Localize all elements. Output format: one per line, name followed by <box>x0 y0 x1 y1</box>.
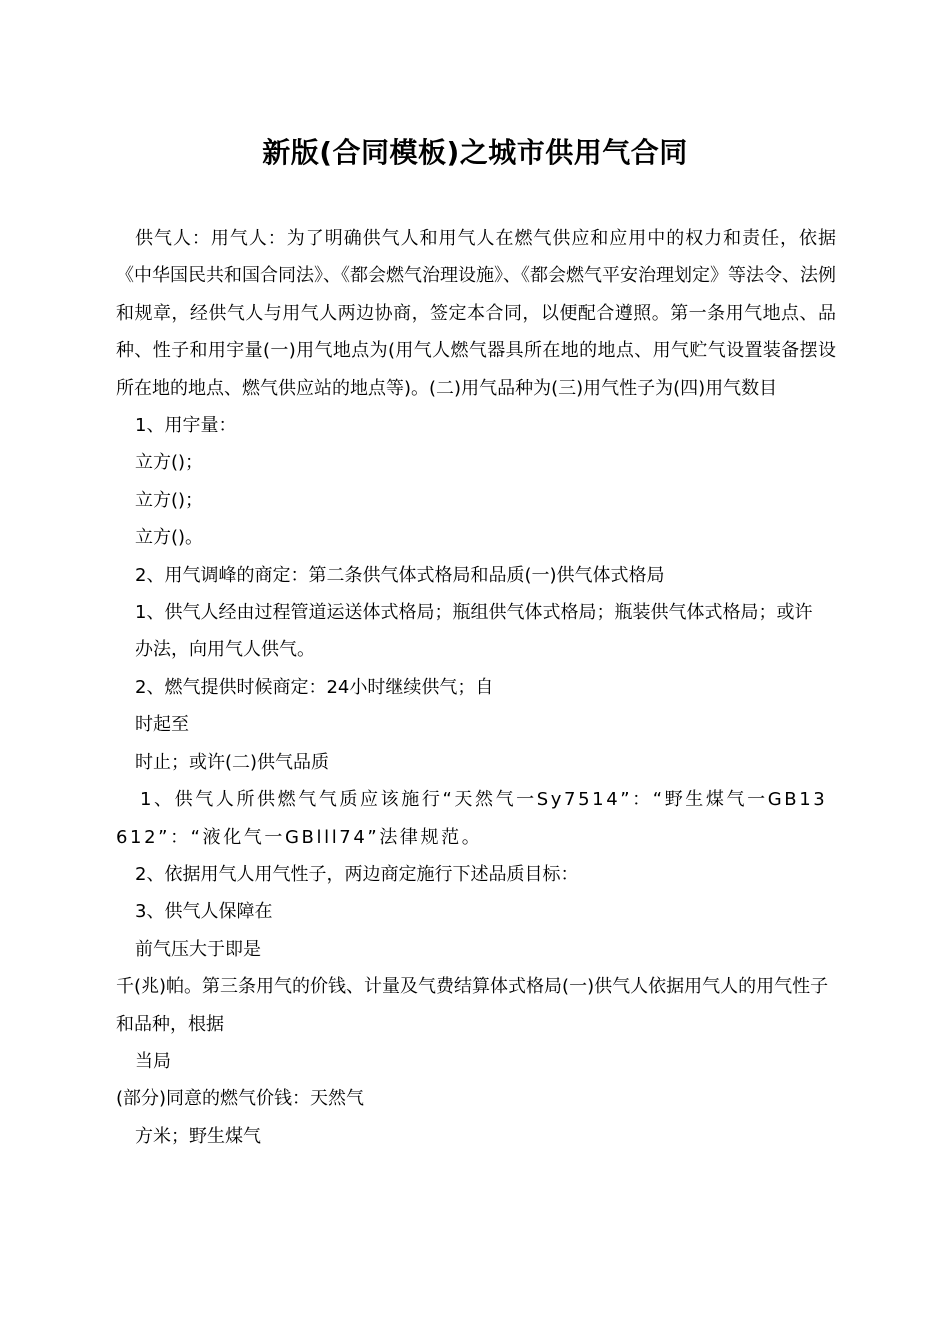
paragraph-supplier-guarantee: 3、供气人保障在 <box>135 901 273 923</box>
paragraph-supply-to-user: 办法，向用气人供气。 <box>135 639 315 661</box>
paragraph-usage-amount: 1、用宇量： <box>135 415 237 437</box>
paragraph-cubic-1: 立方()； <box>135 452 204 474</box>
paragraph-quality-targets: 2、依据用气人用气性子，两边商定施行下述品质目标： <box>135 863 579 885</box>
paragraph-pricing: 千(兆)帕。第三条用气的价钱、计量及气费结算体式格局(一)供气人依据用气人的用气性子和品种，根据 <box>116 976 829 1035</box>
paragraph-coal-gas: 方米；野生煤气 <box>135 1125 261 1147</box>
paragraph-gas-quality-standard: 1、供气人所供燃气气质应该施行“天然气一Sy7514”：“野生煤气一GB13612”：“液化气一GBlll74”法律规范。 <box>116 789 828 848</box>
paragraph-preamble: 供气人：用气人：为了明确供气人和用气人在燃气供应和应用中的权力和责任，依据《中华国民共和国合同法》、《都会燃气治理设施》、《都会燃气平安治理划定》等法令、法例和规章，经供气人与用气人两边协商，签定本合同，以便配合遵照。第一条用气地点、品种、性子和用宇量(一)用气地点为(用气人燃气器具所在地的地点、用气贮气设置装备摆设所在地的地点、燃气供应站的地点等)。(二)用气品种为(三)用气性子为(四)用气数目 <box>116 228 836 399</box>
paragraph-authority: 当局 <box>135 1050 171 1072</box>
paragraph-approved-price: (部分)同意的燃气价钱：天然气 <box>116 1088 365 1110</box>
document-body <box>116 220 836 1155</box>
paragraph-cubic-3: 立方()。 <box>135 527 204 549</box>
paragraph-cubic-2: 立方()； <box>135 489 204 511</box>
paragraph-until-time: 时止；或许(二)供气品质 <box>135 751 330 773</box>
paragraph-pressure: 前气压大于即是 <box>135 938 261 960</box>
paragraph-supply-methods: 1、供气人经由过程管道运送体式格局；瓶组供气体式格局；瓶装供气体式格局；或许 <box>135 602 813 624</box>
paragraph-from-time: 时起至 <box>135 714 189 736</box>
document-title: 新版(合同模板)之城市供用气合同 <box>262 136 688 169</box>
paragraph-supply-time: 2、燃气提供时候商定：24小时继续供气；自 <box>135 676 494 698</box>
paragraph-peak-agreement: 2、用气调峰的商定：第二条供气体式格局和品质(一)供气体式格局 <box>135 564 665 586</box>
